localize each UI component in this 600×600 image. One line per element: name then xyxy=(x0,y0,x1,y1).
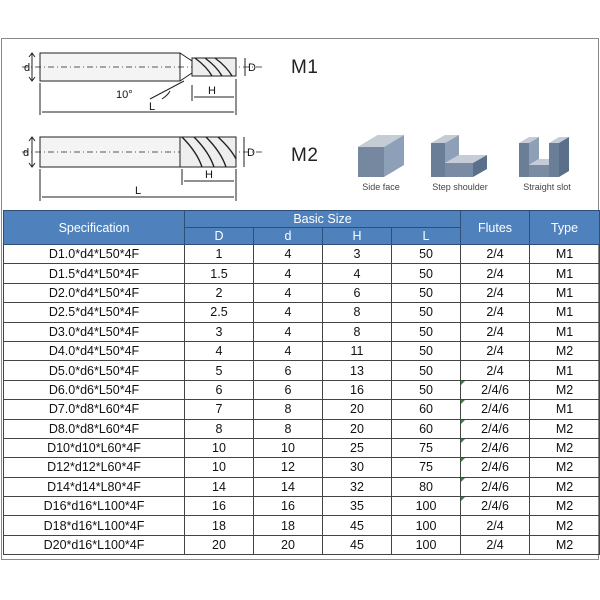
table-row xyxy=(4,264,600,283)
cell-spec: D18*d16*L100*4F xyxy=(4,516,185,535)
cell-d: 4 xyxy=(254,283,323,302)
cell-D: 3 xyxy=(185,322,254,341)
cell-D: 2.5 xyxy=(185,303,254,322)
cell-flutes: 2/4 xyxy=(461,516,530,535)
cell-H: 45 xyxy=(323,535,392,554)
cell-flutes: 2/4 xyxy=(461,264,530,283)
cell-spec: D12*d12*L60*4F xyxy=(4,458,185,477)
cell-L: 50 xyxy=(392,322,461,341)
cell-type: M2 xyxy=(530,438,600,457)
cell-H: 32 xyxy=(323,477,392,496)
cell-L: 50 xyxy=(392,245,461,264)
table-row xyxy=(4,458,600,477)
cell-D: 7 xyxy=(185,400,254,419)
cell-D: 18 xyxy=(185,516,254,535)
m1-dim-angle: 10° xyxy=(116,89,133,101)
m1-label: M1 xyxy=(291,57,319,78)
cell-flutes: 2/4/6 xyxy=(461,438,530,457)
cell-H: 20 xyxy=(323,419,392,438)
table-row xyxy=(4,283,600,302)
cell-spec: D14*d14*L80*4F xyxy=(4,477,185,496)
m1-drawing xyxy=(12,41,282,116)
cell-flutes: 2/4/6 xyxy=(461,477,530,496)
cell-L: 50 xyxy=(392,303,461,322)
m2-drawing xyxy=(12,129,282,204)
cell-H: 6 xyxy=(323,283,392,302)
spec-table xyxy=(3,210,600,555)
straight-slot-icon xyxy=(515,129,581,181)
cell-d: 20 xyxy=(254,535,323,554)
m2-dim-L: L xyxy=(135,185,142,197)
cell-D: 6 xyxy=(185,380,254,399)
m1-dim-H: H xyxy=(208,85,216,97)
table-row xyxy=(4,322,600,341)
cell-D: 2 xyxy=(185,283,254,302)
cell-d: 18 xyxy=(254,516,323,535)
cell-L: 75 xyxy=(392,438,461,457)
col-specification: Specification xyxy=(4,211,185,245)
cell-flutes: 2/4 xyxy=(461,322,530,341)
table-row xyxy=(4,245,600,264)
table-row xyxy=(4,303,600,322)
cell-L: 50 xyxy=(392,264,461,283)
cell-flutes: 2/4 xyxy=(461,245,530,264)
cell-flutes: 2/4/6 xyxy=(461,497,530,516)
table-row xyxy=(4,400,600,419)
step-shoulder-icon xyxy=(427,129,493,181)
cell-type: M2 xyxy=(530,477,600,496)
cell-L: 50 xyxy=(392,361,461,380)
cell-type: M2 xyxy=(530,535,600,554)
table-row xyxy=(4,535,600,554)
cell-H: 35 xyxy=(323,497,392,516)
cell-flutes: 2/4 xyxy=(461,283,530,302)
table-row xyxy=(4,361,600,380)
table-row xyxy=(4,341,600,360)
cell-H: 8 xyxy=(323,322,392,341)
cell-L: 80 xyxy=(392,477,461,496)
table-row xyxy=(4,380,600,399)
table-row xyxy=(4,438,600,457)
cell-d: 16 xyxy=(254,497,323,516)
m1-dim-D: D xyxy=(248,62,256,74)
table-row xyxy=(4,477,600,496)
cell-L: 60 xyxy=(392,400,461,419)
cell-D: 4 xyxy=(185,341,254,360)
cell-L: 100 xyxy=(392,497,461,516)
cell-H: 45 xyxy=(323,516,392,535)
side-face-icon xyxy=(354,129,414,181)
cell-D: 5 xyxy=(185,361,254,380)
cell-flutes: 2/4 xyxy=(461,341,530,360)
cell-spec: D5.0*d6*L50*4F xyxy=(4,361,185,380)
cell-spec: D8.0*d8*L60*4F xyxy=(4,419,185,438)
cell-D: 1.5 xyxy=(185,264,254,283)
cell-flutes: 2/4/6 xyxy=(461,400,530,419)
cell-d: 4 xyxy=(254,264,323,283)
cell-L: 75 xyxy=(392,458,461,477)
drawings-area xyxy=(2,39,598,209)
cell-D: 1 xyxy=(185,245,254,264)
cell-d: 4 xyxy=(254,245,323,264)
cell-type: M2 xyxy=(530,497,600,516)
cell-d: 14 xyxy=(254,477,323,496)
cell-d: 6 xyxy=(254,361,323,380)
m2-label: M2 xyxy=(291,145,319,166)
cell-H: 4 xyxy=(323,264,392,283)
cell-L: 100 xyxy=(392,516,461,535)
cell-type: M2 xyxy=(530,341,600,360)
cell-L: 50 xyxy=(392,341,461,360)
m2-dim-D: D xyxy=(247,147,255,159)
cell-spec: D3.0*d4*L50*4F xyxy=(4,322,185,341)
cell-D: 16 xyxy=(185,497,254,516)
cell-spec: D2.5*d4*L50*4F xyxy=(4,303,185,322)
cell-H: 11 xyxy=(323,341,392,360)
m1-dim-d: d xyxy=(24,62,31,74)
cell-D: 10 xyxy=(185,438,254,457)
cell-spec: D7.0*d8*L60*4F xyxy=(4,400,185,419)
cell-flutes: 2/4 xyxy=(461,535,530,554)
cell-H: 13 xyxy=(323,361,392,380)
cell-d: 4 xyxy=(254,322,323,341)
cell-L: 50 xyxy=(392,283,461,302)
cell-spec: D16*d16*L100*4F xyxy=(4,497,185,516)
cell-L: 50 xyxy=(392,380,461,399)
cell-spec: D1.5*d4*L50*4F xyxy=(4,264,185,283)
cell-spec: D4.0*d4*L50*4F xyxy=(4,341,185,360)
cell-H: 8 xyxy=(323,303,392,322)
cell-d: 4 xyxy=(254,303,323,322)
col-H: H xyxy=(323,228,392,245)
m1-dim-L: L xyxy=(149,101,156,113)
side-face-caption: Side face xyxy=(362,182,400,192)
cell-type: M2 xyxy=(530,516,600,535)
cell-D: 14 xyxy=(185,477,254,496)
spec-sheet xyxy=(1,38,599,560)
cell-type: M1 xyxy=(530,361,600,380)
col-flutes: Flutes xyxy=(461,211,530,245)
cell-spec: D1.0*d4*L50*4F xyxy=(4,245,185,264)
col-type: Type xyxy=(530,211,600,245)
cell-D: 8 xyxy=(185,419,254,438)
table-row xyxy=(4,419,600,438)
cell-L: 100 xyxy=(392,535,461,554)
table-row xyxy=(4,497,600,516)
cell-H: 25 xyxy=(323,438,392,457)
cell-spec: D10*d10*L60*4F xyxy=(4,438,185,457)
cell-flutes: 2/4/6 xyxy=(461,419,530,438)
cell-H: 30 xyxy=(323,458,392,477)
cell-d: 10 xyxy=(254,438,323,457)
cell-flutes: 2/4 xyxy=(461,361,530,380)
cell-spec: D20*d16*L100*4F xyxy=(4,535,185,554)
col-L: L xyxy=(392,228,461,245)
cell-d: 8 xyxy=(254,419,323,438)
col-basic-size: Basic Size xyxy=(185,211,461,228)
col-d: d xyxy=(254,228,323,245)
cell-flutes: 2/4 xyxy=(461,303,530,322)
cell-D: 10 xyxy=(185,458,254,477)
cell-type: M2 xyxy=(530,380,600,399)
cell-d: 12 xyxy=(254,458,323,477)
cell-flutes: 2/4/6 xyxy=(461,380,530,399)
straight-slot-caption: Straight slot xyxy=(523,182,571,192)
cell-d: 8 xyxy=(254,400,323,419)
step-shoulder-caption: Step shoulder xyxy=(432,182,488,192)
m2-dim-d: d xyxy=(23,147,30,159)
cell-flutes: 2/4/6 xyxy=(461,458,530,477)
cell-type: M1 xyxy=(530,264,600,283)
col-D: D xyxy=(185,228,254,245)
cell-type: M1 xyxy=(530,283,600,302)
cell-type: M2 xyxy=(530,419,600,438)
cell-spec: D6.0*d6*L50*4F xyxy=(4,380,185,399)
cell-type: M1 xyxy=(530,322,600,341)
cell-L: 60 xyxy=(392,419,461,438)
table-row xyxy=(4,516,600,535)
cell-type: M1 xyxy=(530,400,600,419)
cell-d: 6 xyxy=(254,380,323,399)
cell-d: 4 xyxy=(254,341,323,360)
cell-H: 20 xyxy=(323,400,392,419)
cell-type: M1 xyxy=(530,303,600,322)
cell-type: M2 xyxy=(530,458,600,477)
cell-type: M1 xyxy=(530,245,600,264)
cell-spec: D2.0*d4*L50*4F xyxy=(4,283,185,302)
cell-H: 3 xyxy=(323,245,392,264)
cell-H: 16 xyxy=(323,380,392,399)
cell-D: 20 xyxy=(185,535,254,554)
m2-dim-H: H xyxy=(205,169,213,181)
